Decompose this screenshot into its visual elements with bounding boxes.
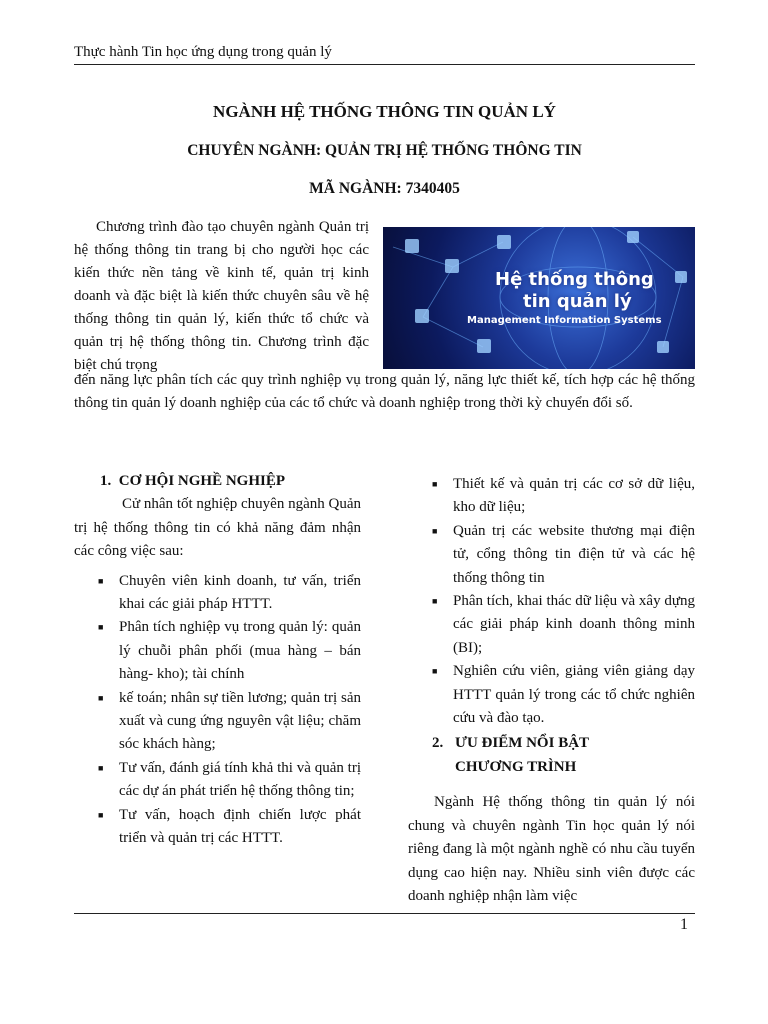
bullet-icon: ■: [432, 525, 438, 536]
section1-heading: [74, 470, 361, 493]
footer-divider: [74, 913, 695, 914]
section2-title-line2: CHƯƠNG TRÌNH: [455, 758, 577, 775]
hero-title-line1: Hệ thống thông: [495, 269, 654, 290]
section2-heading: [408, 732, 695, 779]
bullet-icon: ■: [432, 666, 438, 677]
page-number: 1: [680, 916, 688, 933]
section1-number: 1.: [100, 473, 112, 489]
list-item: ■ Phân tích nghiệp vụ trong quản lý: quản lý chuỗi phân phối (mua hàng – bán hàng- kho); tài chính: [74, 616, 361, 686]
hero-title-line2: tin quản lý: [523, 291, 632, 312]
bullet-icon: ■: [432, 479, 438, 489]
running-header: Thực hành Tin học ứng dụng trong quản lý: [74, 44, 332, 60]
bullet-icon: ■: [98, 762, 104, 773]
list-item: ■ Phân tích, khai thác dữ liệu và xây dựng các giải pháp kinh doanh thông minh (BI);: [408, 590, 695, 660]
hero-subtitle: Management Information Systems: [467, 315, 662, 326]
bullet-icon: ■: [432, 596, 438, 607]
section1-intro: Cử nhân tốt nghiệp chuyên ngành Quản trị hệ thống thông tin có khả năng đảm nhận các công việc sau:: [74, 496, 361, 560]
intro-paragraph-full: đến năng lực phân tích các quy trình nghiệp vụ trong quản lý, năng lực thiết kế, tích hợp các hệ thống thông tin quản lý doanh nghiệp của các tổ chức và doanh nghiệp trong thời kỳ chuyển đổi số.: [74, 372, 695, 411]
bullet-icon: ■: [98, 692, 104, 703]
bullet-icon: ■: [98, 575, 104, 586]
specialization-title: CHUYÊN NGÀNH: QUẢN TRỊ HỆ THỐNG THÔNG TIN: [187, 142, 582, 159]
list-item: ■ kế toán; nhân sự tiền lương; quản trị sản xuất và cung ứng nguyên vật liệu; chăm sóc khách hàng;: [74, 687, 361, 757]
list-item: ■ Tư vấn, đánh giá tính khả thi và quản trị các dự án phát triển hệ thống thông tin;: [74, 757, 361, 804]
header-divider: [74, 64, 695, 65]
list-item: ■ Thiết kế và quản trị các cơ sở dữ liệu, kho dữ liệu;: [408, 473, 695, 520]
hero-image: [383, 227, 695, 369]
bullet-icon: ■: [98, 809, 104, 820]
intro-paragraph-wrapped: Chương trình đào tạo chuyên ngành Quản trị hệ thống thông tin trang bị cho người học các kiến thức nền tảng về kinh tế, quản trị kinh doanh và đặc biệt là kiến thức chuyên sâu về hệ thống thông tin quản lý, kiến thức tổ chức và quản trị hệ thống thông tin. Chương trình đặc biệt chú trọng: [74, 219, 369, 373]
career-list-continued: [408, 473, 695, 730]
career-list: [74, 570, 361, 851]
list-item: ■ Tư vấn, hoạch định chiến lược phát triển và quản trị các HTTT.: [74, 804, 361, 851]
left-column: [74, 470, 361, 851]
list-item: ■ Chuyên viên kinh doanh, tư vấn, triển khai các giải pháp HTTT.: [74, 570, 361, 617]
major-code: MÃ NGÀNH: 7340405: [309, 180, 460, 197]
section1-title: CƠ HỘI NGHỀ NGHIỆP: [118, 473, 286, 489]
section2-number: 2.: [432, 735, 444, 752]
right-column: [408, 473, 695, 908]
list-item: ■ Nghiên cứu viên, giảng viên giảng dạy HTTT quản lý trong các tổ chức nghiên cứu và đào tạo.: [408, 660, 695, 730]
document-title: NGÀNH HỆ THỐNG THÔNG TIN QUẢN LÝ: [213, 102, 556, 121]
section2-paragraph: Ngành Hệ thống thông tin quản lý nói chung và chuyên ngành Tin học quản lý nói riêng đang là một ngành nghề có nhu cầu tuyển dụng cao hiện nay. Nhiều sinh viên được các doanh nghiệp nhận làm việc: [408, 794, 695, 904]
bullet-icon: ■: [98, 622, 104, 633]
section2-title-line1: ƯU ĐIỂM NỔI BẬT: [455, 735, 590, 752]
list-item: ■ Quản trị các website thương mại điện tử, cổng thông tin điện tử và các hệ thống thông tin: [408, 520, 695, 590]
